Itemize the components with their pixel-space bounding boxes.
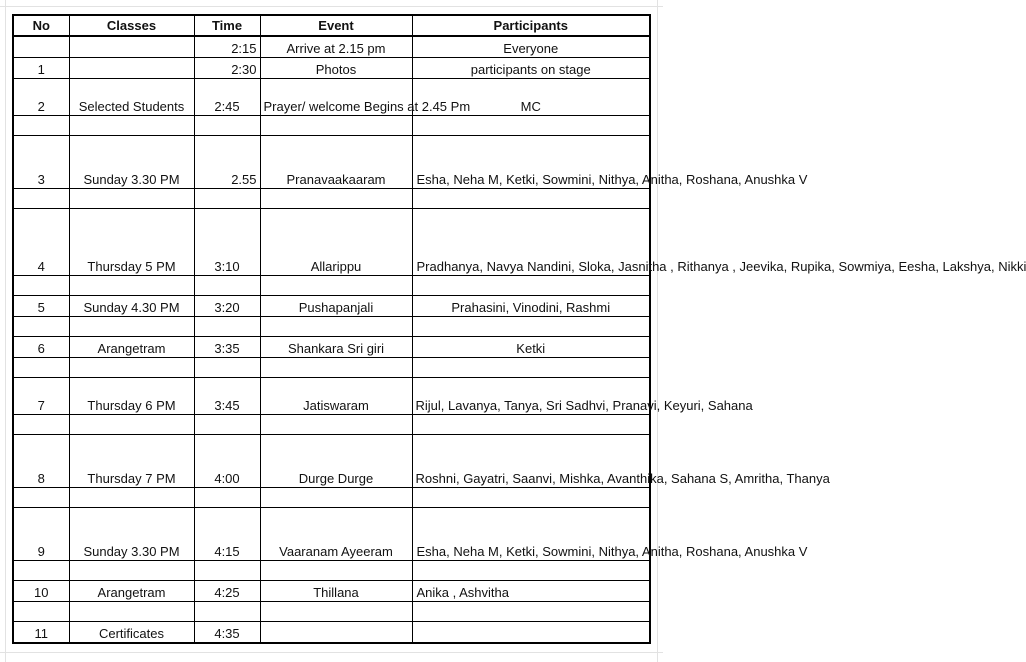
cell-participants[interactable]: Ketki [412, 337, 650, 358]
header-row [13, 15, 650, 36]
empty-cell[interactable] [260, 415, 412, 435]
empty-cell[interactable] [194, 602, 260, 622]
cell-no[interactable]: 8 [13, 435, 69, 488]
empty-cell[interactable] [412, 189, 650, 209]
empty-cell[interactable] [194, 415, 260, 435]
cell-participants[interactable] [412, 622, 650, 644]
cell-no[interactable]: 9 [13, 508, 69, 561]
empty-cell[interactable] [13, 116, 69, 136]
empty-cell[interactable] [69, 116, 194, 136]
cell-event[interactable]: Pushapanjali [260, 296, 412, 317]
cell-participants[interactable]: Esha, Neha M, Ketki, Sowmini, Nithya, Anitha, Roshana, Anushka V [412, 136, 650, 189]
cell-classes[interactable]: Arangetram [69, 581, 194, 602]
table-row [13, 209, 650, 276]
empty-cell[interactable] [412, 317, 650, 337]
empty-cell[interactable] [13, 276, 69, 296]
cell-participants[interactable]: participants on stage [412, 58, 650, 79]
empty-cell[interactable] [412, 488, 650, 508]
header-participants: Participants [412, 15, 650, 36]
empty-row [13, 358, 650, 378]
cell-participants[interactable]: Everyone [412, 36, 650, 58]
cell-classes[interactable]: Arangetram [69, 337, 194, 358]
cell-time[interactable]: 4:35 [194, 622, 260, 644]
empty-cell[interactable] [412, 415, 650, 435]
cell-participants[interactable]: Prahasini, Vinodini, Rashmi [412, 296, 650, 317]
empty-cell[interactable] [13, 189, 69, 209]
empty-cell[interactable] [260, 317, 412, 337]
empty-cell[interactable] [69, 488, 194, 508]
empty-cell[interactable] [194, 116, 260, 136]
empty-cell[interactable] [412, 276, 650, 296]
cell-participants[interactable]: Pradhanya, Navya Nandini, Sloka, Jasnitha , Rithanya , Jeevika, Rupika, Sowmiya, Eesha, Lakshya, Nikki [412, 209, 650, 276]
header-time: Time [194, 15, 260, 36]
empty-cell[interactable] [194, 276, 260, 296]
empty-cell[interactable] [194, 561, 260, 581]
header-classes: Classes [69, 15, 194, 36]
empty-cell[interactable] [69, 561, 194, 581]
cell-event[interactable]: Arrive at 2.15 pm [260, 36, 412, 58]
cell-time[interactable]: 4:00 [194, 435, 260, 488]
cell-event[interactable]: Thillana [260, 581, 412, 602]
cell-event[interactable]: Shankara Sri giri [260, 337, 412, 358]
cell-participants[interactable]: Roshni, Gayatri, Saanvi, Mishka, Avanthika, Sahana S, Amritha, Thanya [412, 435, 650, 488]
cell-time[interactable]: 2:45 [194, 79, 260, 116]
empty-cell[interactable] [260, 276, 412, 296]
cell-event[interactable]: Vaaranam Ayeeram [260, 508, 412, 561]
table-row [13, 136, 650, 189]
empty-row [13, 415, 650, 435]
empty-cell[interactable] [260, 189, 412, 209]
table-row [13, 296, 650, 317]
empty-cell[interactable] [412, 358, 650, 378]
table-row [13, 58, 650, 79]
cell-classes[interactable]: Selected Students [69, 79, 194, 116]
empty-cell[interactable] [194, 488, 260, 508]
cell-event[interactable]: Jatiswaram [260, 378, 412, 415]
empty-cell[interactable] [260, 358, 412, 378]
empty-cell[interactable] [260, 602, 412, 622]
cell-no[interactable]: 3 [13, 136, 69, 189]
cell-no[interactable]: 5 [13, 296, 69, 317]
empty-row [13, 317, 650, 337]
cell-classes[interactable]: Sunday 3.30 PM [69, 136, 194, 189]
cell-event[interactable]: Pranavaakaaram [260, 136, 412, 189]
empty-cell[interactable] [69, 358, 194, 378]
cell-no[interactable]: 1 [13, 58, 69, 79]
cell-time[interactable]: 3:35 [194, 337, 260, 358]
cell-time[interactable]: 2:30 [194, 58, 260, 79]
empty-cell[interactable] [13, 415, 69, 435]
empty-cell[interactable] [69, 317, 194, 337]
cell-no[interactable]: 7 [13, 378, 69, 415]
empty-cell[interactable] [194, 358, 260, 378]
cell-participants[interactable]: MC [412, 79, 650, 116]
empty-cell[interactable] [13, 317, 69, 337]
empty-cell[interactable] [69, 189, 194, 209]
cell-no[interactable] [13, 36, 69, 58]
empty-cell[interactable] [69, 602, 194, 622]
cell-time[interactable]: 2.55 [194, 136, 260, 189]
cell-classes[interactable]: Thursday 6 PM [69, 378, 194, 415]
empty-row [13, 602, 650, 622]
empty-cell[interactable] [194, 317, 260, 337]
empty-cell[interactable] [260, 116, 412, 136]
cell-classes[interactable] [69, 58, 194, 79]
cell-no[interactable]: 4 [13, 209, 69, 276]
table-row [13, 36, 650, 58]
cell-time[interactable]: 4:15 [194, 508, 260, 561]
empty-row [13, 276, 650, 296]
cell-no[interactable]: 11 [13, 622, 69, 644]
header-event: Event [260, 15, 412, 36]
table-row [13, 337, 650, 358]
cell-event[interactable] [260, 622, 412, 644]
empty-row [13, 561, 650, 581]
table-row [13, 79, 650, 116]
empty-row [13, 488, 650, 508]
table-row [13, 508, 650, 561]
empty-cell[interactable] [194, 189, 260, 209]
empty-cell[interactable] [13, 602, 69, 622]
empty-cell[interactable] [412, 116, 650, 136]
cell-no[interactable]: 6 [13, 337, 69, 358]
empty-cell[interactable] [260, 561, 412, 581]
empty-row [13, 116, 650, 136]
cell-time[interactable]: 4:25 [194, 581, 260, 602]
cell-time[interactable]: 3:20 [194, 296, 260, 317]
cell-classes[interactable]: Sunday 3.30 PM [69, 508, 194, 561]
cell-participants[interactable]: Anika , Ashvitha [412, 581, 650, 602]
empty-cell[interactable] [412, 602, 650, 622]
cell-no[interactable]: 10 [13, 581, 69, 602]
empty-cell[interactable] [69, 415, 194, 435]
table-row [13, 622, 650, 644]
cell-no[interactable]: 2 [13, 79, 69, 116]
empty-cell[interactable] [69, 276, 194, 296]
cell-participants[interactable]: Esha, Neha M, Ketki, Sowmini, Nithya, Anitha, Roshana, Anushka V [412, 508, 650, 561]
empty-row [13, 189, 650, 209]
empty-cell[interactable] [13, 358, 69, 378]
empty-cell[interactable] [13, 488, 69, 508]
header-no: No [13, 15, 69, 36]
table-row [13, 435, 650, 488]
empty-cell[interactable] [412, 561, 650, 581]
cell-participants[interactable]: Rijul, Lavanya, Tanya, Sri Sadhvi, Pranavi, Keyuri, Sahana [412, 378, 650, 415]
cell-classes[interactable]: Thursday 5 PM [69, 209, 194, 276]
cell-time[interactable]: 3:45 [194, 378, 260, 415]
empty-cell[interactable] [13, 561, 69, 581]
cell-time[interactable]: 3:10 [194, 209, 260, 276]
empty-cell[interactable] [260, 488, 412, 508]
table-row [13, 581, 650, 602]
cell-classes[interactable]: Sunday 4.30 PM [69, 296, 194, 317]
table-row [13, 378, 650, 415]
schedule-table [12, 14, 1026, 644]
cell-event[interactable]: Prayer/ welcome Begins at 2.45 Pm [260, 79, 412, 116]
cell-classes[interactable]: Certificates [69, 622, 194, 644]
cell-event[interactable]: Allarippu [260, 209, 412, 276]
cell-time[interactable]: 2:15 [194, 36, 260, 58]
cell-event[interactable]: Durge Durge [260, 435, 412, 488]
cell-classes[interactable]: Thursday 7 PM [69, 435, 194, 488]
cell-event[interactable]: Photos [260, 58, 412, 79]
cell-classes[interactable] [69, 36, 194, 58]
